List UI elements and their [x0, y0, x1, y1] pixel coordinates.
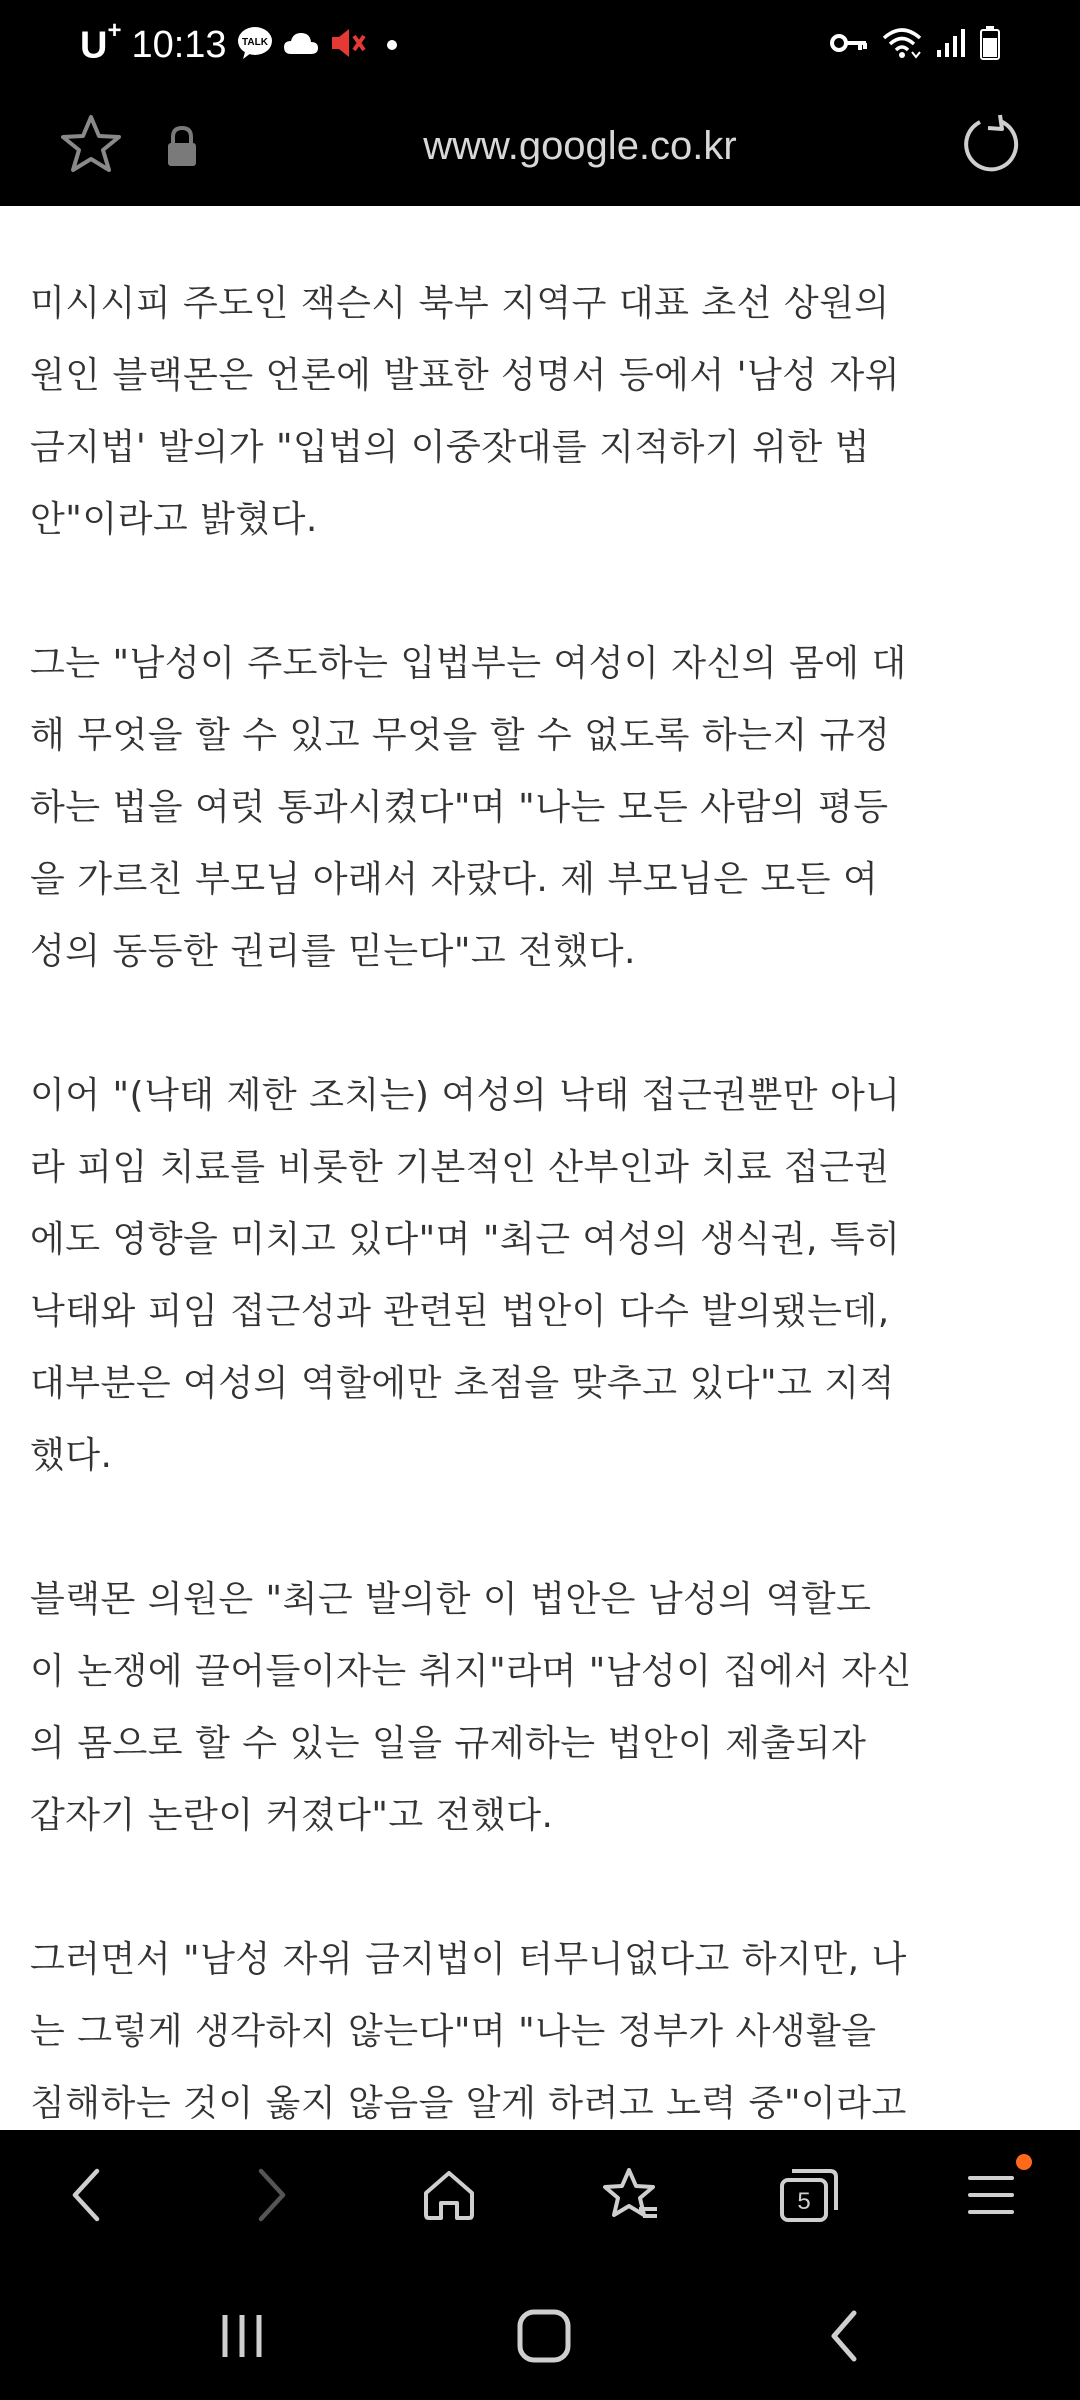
- navigation-bar: [0, 2260, 1080, 2400]
- menu-button[interactable]: [956, 2160, 1026, 2230]
- forward-icon: [251, 2165, 291, 2225]
- home-nav-button[interactable]: [504, 2296, 584, 2376]
- tabs-button[interactable]: [774, 2160, 844, 2230]
- menu-notification-badge: [1016, 2154, 1032, 2170]
- article-paragraph: [30, 1564, 1060, 1852]
- article-line: 안"이라고 밝혔다.: [30, 499, 318, 540]
- article-line: 는 그렇게 생각하지 않는다"며 "나는 정부가 사생활을: [30, 2011, 877, 2052]
- article-line: 에도 영향을 미치고 있다"며 "최근 여성의 생식권, 특히: [30, 1219, 901, 1260]
- home-icon: [421, 2167, 477, 2223]
- lock-icon: [164, 124, 200, 168]
- back-icon: [67, 2165, 107, 2225]
- battery-icon: [980, 26, 1000, 64]
- article-line: 을 가르친 부모님 아래서 자랐다. 제 부모님은 모든 여: [30, 859, 879, 900]
- status-left: [80, 18, 397, 72]
- kakaotalk-icon: [237, 26, 273, 64]
- signal-icon: [936, 28, 966, 62]
- article-line: 했다.: [30, 1435, 113, 1476]
- article-line: 라 피임 치료를 비롯한 기본적인 산부인과 치료 접근권: [30, 1147, 890, 1188]
- article-line: 블랙몬 의원은 "최근 발의한 이 법안은 남성의 역할도: [30, 1579, 872, 1620]
- web-content[interactable]: [0, 206, 1080, 2130]
- browser-toolbar: [0, 2130, 1080, 2260]
- cloud-icon: [283, 30, 319, 60]
- tabs-count: 5: [797, 2188, 811, 2215]
- article-paragraph: [30, 268, 1060, 556]
- clock: 10:13: [131, 23, 227, 66]
- tabs-icon: [778, 2166, 840, 2224]
- reload-icon: [956, 112, 1020, 176]
- status-right: [830, 18, 1000, 72]
- star-icon: [58, 112, 124, 178]
- key-icon: [830, 32, 868, 58]
- article-line: 성의 동등한 권리를 믿는다"고 전했다.: [30, 931, 636, 972]
- home-nav-icon: [516, 2308, 572, 2364]
- address-bar: [0, 90, 1080, 209]
- home-button[interactable]: [414, 2160, 484, 2230]
- reload-button[interactable]: [956, 112, 1020, 176]
- article-line: 미시시피 주도인 잭슨시 북부 지역구 대표 초선 상원의: [30, 283, 890, 324]
- article-line: 해 무엇을 할 수 있고 무엇을 할 수 없도록 하는지 규정: [30, 715, 891, 756]
- url-field[interactable]: www.google.co.kr: [423, 124, 737, 168]
- article-body: [30, 268, 1060, 2130]
- article-line: 그는 "남성이 주도하는 입법부는 여성이 자신의 몸에 대: [30, 643, 907, 684]
- recent-apps-button[interactable]: [202, 2296, 282, 2376]
- back-nav-button[interactable]: [804, 2296, 884, 2376]
- article-line: 대부분은 여성의 역할에만 초점을 맞추고 있다"고 지적: [30, 1363, 895, 1404]
- article-line: 금지법' 발의가 "입법의 이중잣대를 지적하기 위한 법: [30, 427, 870, 468]
- article-paragraph: [30, 1924, 1060, 2130]
- muted-speaker-icon: [329, 26, 367, 64]
- article-line: 이 논쟁에 끌어들이자는 취지"라며 "남성이 집에서 자신: [30, 1651, 912, 1692]
- bookmark-star-button[interactable]: [58, 112, 124, 178]
- menu-icon: [966, 2170, 1016, 2220]
- bookmarks-icon: [601, 2165, 661, 2225]
- article-paragraph: [30, 628, 1060, 988]
- carrier-label: U+: [80, 16, 122, 67]
- forward-button[interactable]: [236, 2160, 306, 2230]
- article-line: 갑자기 논란이 커졌다"고 전했다.: [30, 1795, 554, 1836]
- article-line: 이어 "(낙태 제한 조치는) 여성의 낙태 접근권뿐만 아니: [30, 1075, 901, 1116]
- article-paragraph: [30, 1060, 1060, 1492]
- wifi-icon: [882, 26, 922, 64]
- article-line: 원인 블랙몬은 언론에 발표한 성명서 등에서 '남성 자위: [30, 355, 901, 396]
- article-line: 의 몸으로 할 수 있는 일을 규제하는 법안이 제출되자: [30, 1723, 867, 1764]
- article-line: 낙태와 피임 접근성과 관련된 법안이 다수 발의됐는데,: [30, 1291, 890, 1332]
- article-line: 하는 법을 여럿 통과시켰다"며 "나는 모든 사람의 평등: [30, 787, 889, 828]
- recent-apps-icon: [217, 2311, 267, 2361]
- article-line: 침해하는 것이 옳지 않음을 알게 하려고 노력 중"이라고: [30, 2083, 907, 2124]
- dot-icon: [387, 40, 397, 50]
- back-button[interactable]: [52, 2160, 122, 2230]
- svg-text:TALK: TALK: [241, 37, 268, 48]
- back-nav-icon: [824, 2308, 864, 2364]
- article-line: 그러면서 "남성 자위 금지법이 터무니없다고 하지만, 나: [30, 1939, 907, 1980]
- status-bar: [0, 0, 1080, 90]
- bookmarks-button[interactable]: [596, 2160, 666, 2230]
